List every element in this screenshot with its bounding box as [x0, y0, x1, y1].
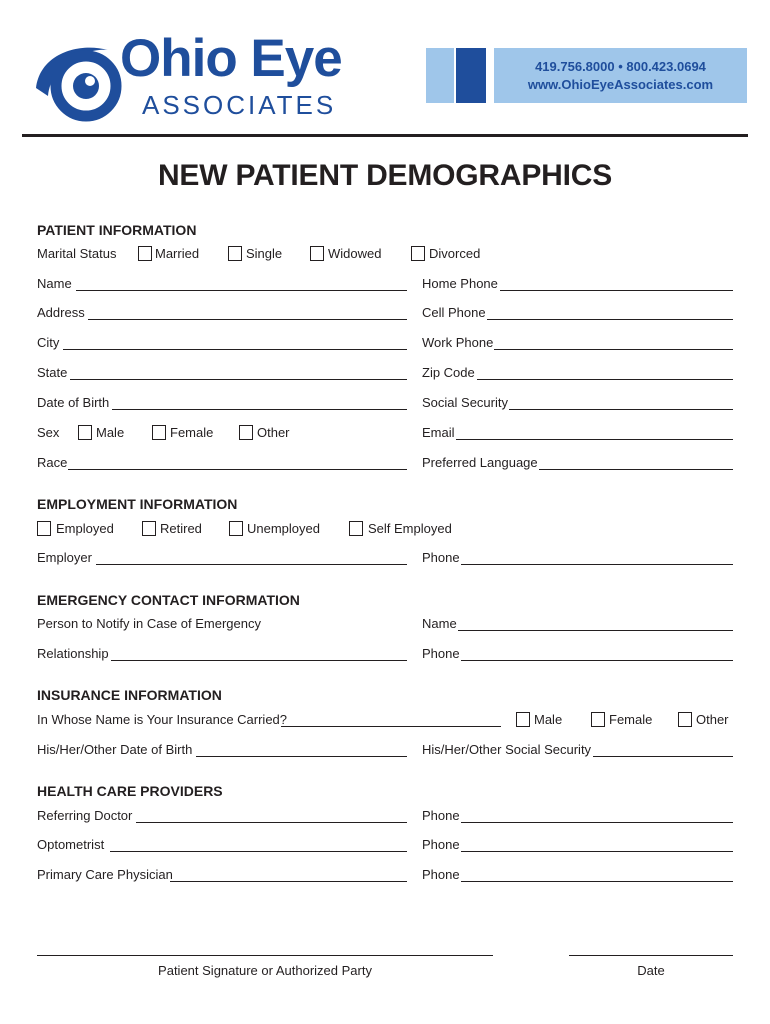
page-title: NEW PATIENT DEMOGRAPHICS	[157, 159, 613, 192]
marital-status-label: Marital Status	[37, 246, 117, 261]
home-phone-field[interactable]	[500, 290, 733, 291]
self-employed-label: Self Employed	[368, 521, 452, 536]
contact-phones: 419.756.8000 • 800.423.0694	[535, 58, 706, 74]
cell-phone-label: Cell Phone	[422, 305, 486, 320]
divorced-checkbox[interactable]	[411, 246, 425, 261]
emergency-phone-field[interactable]	[461, 660, 733, 661]
date-field[interactable]	[569, 955, 733, 956]
insured-other-checkbox[interactable]	[678, 712, 692, 727]
employer-field[interactable]	[96, 564, 407, 565]
race-label: Race	[37, 455, 68, 470]
social-security-label: Social Security	[422, 395, 508, 410]
optometrist-field[interactable]	[110, 851, 407, 852]
retired-checkbox[interactable]	[142, 521, 156, 536]
state-field[interactable]	[70, 379, 407, 380]
address-field[interactable]	[88, 319, 407, 320]
divorced-label: Divorced	[429, 246, 481, 261]
section-heading-employment: EMPLOYMENT INFORMATION	[37, 496, 238, 512]
insurance-holder-label: In Whose Name is Your Insurance Carried?	[37, 712, 288, 727]
zip-code-label: Zip Code	[422, 365, 475, 380]
insured-ssn-field[interactable]	[593, 756, 733, 757]
primary-care-phone-label: Phone	[422, 867, 460, 882]
sex-other-checkbox[interactable]	[239, 425, 253, 440]
relationship-label: Relationship	[37, 646, 109, 661]
unemployed-label: Unemployed	[247, 521, 320, 536]
primary-care-label: Primary Care Physician	[37, 867, 173, 882]
referring-phone-field[interactable]	[461, 822, 733, 823]
section-heading-providers: HEALTH CARE PROVIDERS	[37, 783, 223, 799]
insurance-holder-field[interactable]	[281, 726, 501, 727]
employed-checkbox[interactable]	[37, 521, 51, 536]
insured-male-label: Male	[534, 712, 563, 727]
race-field[interactable]	[68, 469, 407, 470]
employed-label: Employed	[56, 521, 114, 536]
married-label: Married	[155, 246, 200, 261]
signature-label: Patient Signature or Authorized Party	[158, 963, 372, 978]
zip-code-field[interactable]	[477, 379, 733, 380]
email-field[interactable]	[456, 439, 733, 440]
insured-dob-field[interactable]	[196, 756, 407, 757]
optometrist-label: Optometrist	[37, 837, 105, 852]
insured-ssn-label: His/Her/Other Social Security	[422, 742, 592, 757]
sex-female-label: Female	[170, 425, 214, 440]
unemployed-checkbox[interactable]	[229, 521, 243, 536]
logo-title: Ohio Eye	[120, 29, 342, 88]
signature-field[interactable]	[37, 955, 493, 956]
city-label: City	[37, 335, 60, 350]
home-phone-label: Home Phone	[422, 276, 498, 291]
single-label: Single	[246, 246, 283, 261]
optometrist-phone-label: Phone	[422, 837, 460, 852]
insured-dob-label: His/Her/Other Date of Birth	[37, 742, 193, 757]
referring-doctor-field[interactable]	[136, 822, 407, 823]
sex-other-label: Other	[257, 425, 290, 440]
widowed-checkbox[interactable]	[310, 246, 324, 261]
optometrist-phone-field[interactable]	[461, 851, 733, 852]
referring-doctor-label: Referring Doctor	[37, 808, 133, 823]
insured-female-checkbox[interactable]	[591, 712, 605, 727]
employer-phone-label: Phone	[422, 550, 460, 565]
primary-care-phone-field[interactable]	[461, 881, 733, 882]
section-heading-patient: PATIENT INFORMATION	[37, 222, 197, 238]
married-checkbox[interactable]	[138, 246, 152, 261]
dob-field[interactable]	[112, 409, 407, 410]
preferred-language-field[interactable]	[539, 469, 733, 470]
date-label: Date	[637, 963, 665, 978]
header-accent-bar-dark	[456, 48, 486, 103]
contact-website: www.OhioEyeAssociates.com	[527, 76, 714, 92]
section-heading-insurance: INSURANCE INFORMATION	[37, 687, 222, 703]
insured-male-checkbox[interactable]	[516, 712, 530, 727]
widowed-label: Widowed	[328, 246, 382, 261]
section-heading-emergency: EMERGENCY CONTACT INFORMATION	[37, 592, 300, 608]
self-employed-checkbox[interactable]	[349, 521, 363, 536]
address-label: Address	[37, 305, 85, 320]
employer-label: Employer	[37, 550, 92, 565]
name-field[interactable]	[76, 290, 407, 291]
sex-label: Sex	[37, 425, 60, 440]
emergency-name-label: Name	[422, 616, 457, 631]
single-checkbox[interactable]	[228, 246, 242, 261]
sex-male-checkbox[interactable]	[78, 425, 92, 440]
contact-box	[494, 48, 747, 103]
emergency-name-field[interactable]	[458, 630, 733, 631]
header-divider	[22, 134, 748, 137]
cell-phone-field[interactable]	[487, 319, 733, 320]
logo-subtitle: ASSOCIATES	[142, 90, 337, 120]
emergency-phone-label: Phone	[422, 646, 460, 661]
employer-phone-field[interactable]	[461, 564, 733, 565]
insured-other-label: Other	[696, 712, 729, 727]
state-label: State	[37, 365, 68, 380]
sex-female-checkbox[interactable]	[152, 425, 166, 440]
emergency-person-label: Person to Notify in Case of Emergency	[37, 616, 261, 631]
relationship-field[interactable]	[111, 660, 407, 661]
city-field[interactable]	[63, 349, 407, 350]
referring-phone-label: Phone	[422, 808, 460, 823]
insured-female-label: Female	[609, 712, 653, 727]
dob-label: Date of Birth	[37, 395, 110, 410]
work-phone-label: Work Phone	[422, 335, 494, 350]
email-label: Email	[422, 425, 455, 440]
social-security-field[interactable]	[509, 409, 733, 410]
primary-care-field[interactable]	[170, 881, 407, 882]
name-label: Name	[37, 276, 72, 291]
sex-male-label: Male	[96, 425, 125, 440]
header-accent-bar-light	[426, 48, 454, 103]
retired-label: Retired	[160, 521, 202, 536]
logo-eye-icon	[30, 36, 130, 124]
work-phone-field[interactable]	[494, 349, 733, 350]
preferred-language-label: Preferred Language	[422, 455, 538, 470]
